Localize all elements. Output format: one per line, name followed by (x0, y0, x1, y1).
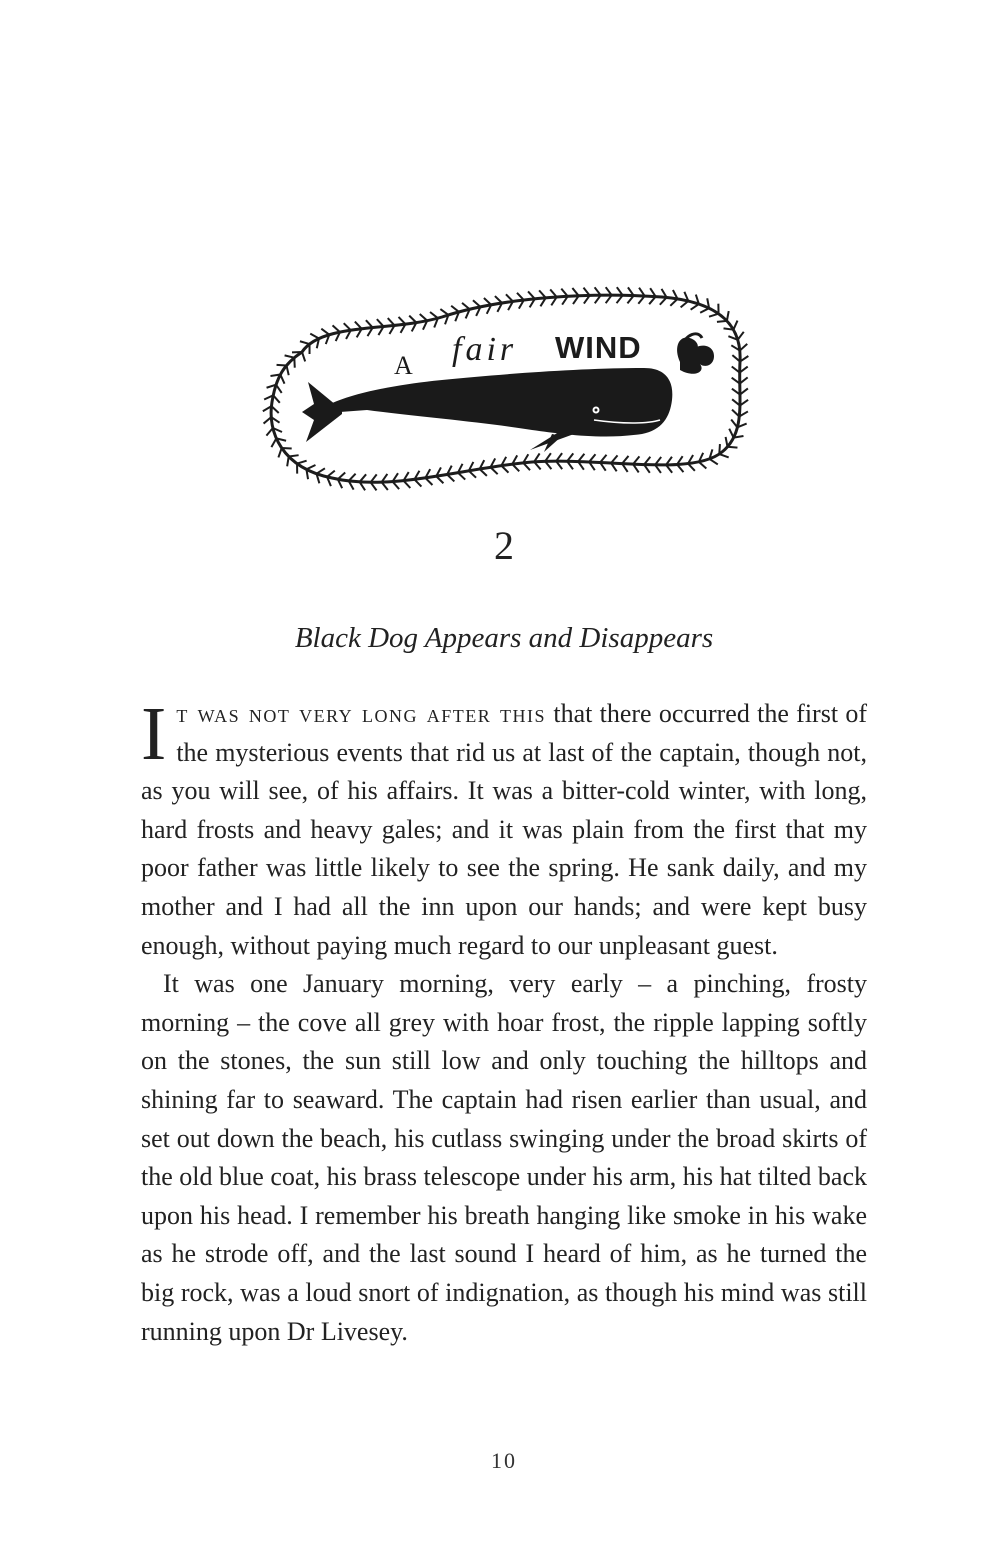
emblem-border-tick (430, 312, 438, 318)
emblem-border-tick (321, 329, 329, 335)
emblem-border-tick (688, 464, 695, 471)
paragraph-one-text: that there occurred the first of the mysterious events that rid us at last of the captain, though not, as you will see, of his affairs. It was a bitter-cold winter, with long, hard frosts and heavy gales; and it was plain from the first that my poor father was little likely to see the spring. He sank daily, and my mother and I had all the inn upon our hands; and were kept busy enough, without paying much regard to our unpleasant guest. (141, 699, 867, 960)
emblem-border-tick (728, 447, 738, 448)
emblem-border-tick (458, 473, 465, 480)
emblem-border-tick (273, 395, 280, 403)
emblem-border-tick (306, 465, 315, 469)
emblem-border-tick (440, 309, 448, 315)
emblem-border-tick (276, 385, 282, 393)
emblem-border-tick (425, 478, 432, 485)
emblem-border-tick (327, 471, 335, 477)
emblem-border-tick (271, 438, 276, 447)
emblem-border-tick (355, 322, 362, 329)
drop-cap: I (141, 692, 167, 776)
emblem-border-tick (727, 311, 729, 321)
emblem-border-tick (300, 341, 310, 344)
emblem-border-tick (310, 334, 319, 339)
emblem-border-tick (738, 332, 744, 340)
emblem-border-tick (277, 365, 287, 366)
emblem-border-tick (699, 462, 706, 469)
emblem-border-tick (266, 428, 272, 436)
emblem-border-tick (506, 294, 513, 301)
chapter-body (141, 692, 867, 1351)
emblem-border-tick (709, 459, 717, 465)
emblem-border-tick (289, 455, 299, 456)
emblem-border-tick (414, 479, 421, 486)
emblem-border-tick (469, 471, 476, 478)
emblem-border-tick (333, 325, 340, 332)
emblem-border-tick (731, 420, 737, 428)
emblem-border-tick (726, 437, 728, 447)
chapter-number: 2 (494, 523, 514, 568)
emblem-border-tick (495, 296, 502, 303)
emblem-word-wind: WIND (555, 330, 642, 365)
chapter-emblem (262, 282, 752, 492)
whale-icon (262, 282, 752, 492)
emblem-border-tick (719, 454, 728, 457)
emblem-border-tick (280, 375, 284, 384)
emblem-border-tick (681, 301, 689, 307)
emblem-border-tick (700, 308, 709, 313)
emblem-border-tick (733, 321, 737, 330)
emblem-border-tick (420, 314, 427, 321)
emblem-border-tick (670, 299, 677, 306)
emblem-word-a: A (394, 351, 413, 380)
emblem-border-tick (719, 444, 720, 454)
emblem-border-tick (724, 328, 734, 329)
emblem-word-fair: fair (452, 331, 518, 368)
emblem-border-tick (287, 456, 289, 466)
emblem-border-tick (297, 461, 307, 464)
emblem-border-tick (484, 298, 491, 305)
emblem-border-tick (451, 306, 459, 312)
emblem-border-tick (473, 300, 480, 307)
emblem-border-tick (447, 475, 454, 482)
emblem-border-tick (480, 469, 487, 476)
emblem-border-tick (270, 375, 280, 376)
emblem-border-tick (278, 448, 281, 457)
emblem-border-tick (287, 365, 289, 375)
lead-in-small-caps: t was not very long after this (176, 699, 547, 728)
emblem-border-tick (285, 355, 295, 357)
emblem-border-tick (317, 468, 325, 473)
emblem-border-tick (404, 481, 411, 488)
emblem-border-tick (338, 473, 345, 480)
paragraph-two: It was one January morning, very early – a pinching, frosty morning – the cove all grey with hoar frost, the ripple lapping softly on the stones, the sun still low and only touching the hilltops and shining far to seaward. The captain had risen earlier than usual, and set out down the beach, his cutlass swinging under the broad skirts of the old blue coat, his brass telescope under his arm, his hat tilted back upon his head. I remember his breath hanging like smoke in his wake as he strode off, and the last sound I heard of him, as he turned the big rock, was a loud snort of indignation, as though his mind was still running upon Dr Livesey. (141, 969, 867, 1346)
emblem-border-tick (436, 476, 443, 483)
emblem-border-tick (740, 344, 747, 351)
emblem-border-tick (691, 304, 699, 310)
emblem-border-tick (717, 321, 727, 322)
chapter-title: Black Dog Appears and Disappears (294, 622, 714, 654)
emblem-border-tick (462, 303, 470, 309)
emblem-border-tick (344, 323, 351, 330)
emblem-border-tick (302, 352, 305, 361)
emblem-border-tick (709, 314, 719, 317)
emblem-border-tick (282, 448, 292, 449)
paragraph-one (141, 692, 867, 965)
emblem-border-tick (729, 429, 733, 438)
page-number: 10 (491, 1448, 517, 1473)
